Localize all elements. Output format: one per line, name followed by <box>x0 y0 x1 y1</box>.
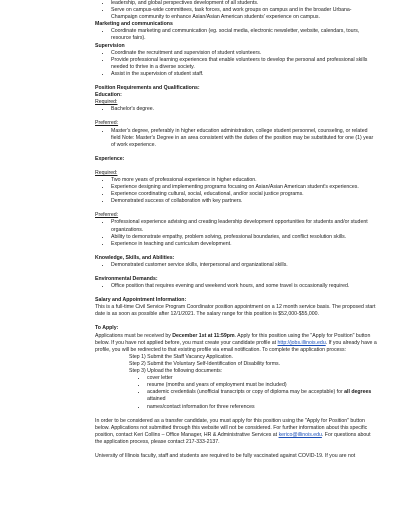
list-item: • Experience coordinating cultural, social, educational, and/or social justice programs. <box>111 191 377 198</box>
list-item: • Master's degree, preferably in higher education administration, college student personnel, counseling, or related field Note: Master's Degree in an area consistent with the duties of the position may be substituted for one (1) year of work experience. <box>111 128 377 149</box>
list-item: • academic credentials (unofficial transcripts or copy of diploma may be acceptable) for all degrees attained <box>147 389 377 403</box>
environment-list <box>95 283 377 290</box>
job-posting-document <box>95 0 377 460</box>
list-item: • Demonstrated customer service skills, interpersonal and organizational skills. <box>111 262 377 269</box>
apply-heading: To Apply: <box>95 325 119 332</box>
supervision-list <box>95 50 377 78</box>
apply-paragraph: Applications must be received by December 1st at 11:59pm. Apply for this position using the "Apply for Position" button below. If you have not applied before, you must create your candidate profile at http://jobs.illinois.edu. If you already have a profile, you will be redirected to that existing profile via email notification. To complete the application process: <box>95 332 377 353</box>
experience-preferred-list <box>95 219 377 247</box>
environment-heading: Environmental Demands: <box>95 276 158 282</box>
education-preferred-list <box>95 128 377 149</box>
list-item: • Assist in the supervision of student staff. <box>111 71 377 78</box>
vaccination-text: University of Illinois faculty, staff and students are required to be fully vaccinated against COVID-19. If you are not <box>95 452 356 459</box>
preferred-label: Preferred: <box>95 212 119 219</box>
ksa-list <box>95 262 377 269</box>
preferred-label: Preferred: <box>95 120 119 127</box>
list-item: • cover letter <box>147 375 377 382</box>
documents-list <box>147 375 377 410</box>
step-1: Step 1) Submit the Staff Vacancy Application. <box>129 353 233 360</box>
list-item: • Bachelor's degree. <box>111 106 377 113</box>
list-item: • leadership, and global perspectives development of all students. <box>111 0 377 7</box>
list-item: • Demonstrated success of collaboration with key partners. <box>111 198 377 205</box>
required-label: Required: <box>95 169 118 176</box>
deadline: December 1st at 11:59pm <box>172 332 235 339</box>
marketing-heading: Marketing and communications <box>95 21 173 28</box>
top-bullet-list <box>95 0 377 21</box>
jobs-link[interactable]: http://jobs.illinois.edu <box>277 339 326 346</box>
experience-required-list <box>95 177 377 205</box>
step-2: Step 2) Submit the Voluntary Self-Identification of Disability forms. <box>129 360 281 367</box>
salary-text: This is a full-time Civil Service Program Coordinator position appointment on a 12 month service basis. The proposed start date is as soon as possible after 12/1/2021. The salary range for this position is $52,000-$55,000. <box>95 304 376 318</box>
list-item: • Two more years of professional experience in higher education. <box>111 177 377 184</box>
list-item: • Experience in teaching and curriculum development. <box>111 241 377 248</box>
transfer-paragraph: In order to be considered as a transfer candidate, you must apply for this position using the "Apply for Position" button below. Applications not submitted through this website will not be considered. For further information about this specific position, contact Keri Collins – Office Manager, HR & Administrative Services at kerico@illinois.edu. For questions about the application process, please contact 217-333-2137. <box>95 417 371 445</box>
ksa-heading: Knowledge, Skills, and Abilities: <box>95 254 175 261</box>
email-link[interactable]: kerico@illinois.edu <box>278 431 322 438</box>
list-item: • names/contact information for three references <box>147 404 377 411</box>
list-item: • Provide professional learning experiences that enable volunteers to develop the personal and professional skills needed to thrive in a diverse society. <box>111 57 377 71</box>
education-required-list <box>95 106 377 113</box>
list-item: • Coordinate marketing and communication (eg. social media, electronic newsletter, website, calendars, tours, resource fairs). <box>111 28 377 42</box>
step-3: Step 3) Upload the following documents: <box>129 368 223 375</box>
list-item: • Experience designing and implementing programs focusing on Asian/Asian American student's experiences. <box>111 184 377 191</box>
experience-heading: Experience: <box>95 155 125 162</box>
salary-heading: Salary and Appointment Information: <box>95 297 187 304</box>
supervision-heading: Supervision <box>95 42 125 49</box>
required-label: Required: <box>95 99 118 106</box>
list-item: • Serve on campus-wide committees, task forces, and work groups on campus and in the broader Urbana-Champaign community to enhance Asian/Asian American students' experience on campus. <box>111 7 377 21</box>
education-heading: Education: <box>95 92 122 99</box>
requirements-heading: Position Requirements and Qualifications: <box>95 85 200 92</box>
list-item: • Office position that requires evening and weekend work hours, and some travel is occasionally required. <box>111 283 377 290</box>
list-item: • Professional experience advising and creating leadership development opportunities for students and/or student organizations. <box>111 219 377 233</box>
list-item: • Coordinate the recruitment and supervision of student volunteers. <box>111 50 377 57</box>
list-item: • Ability to demonstrate empathy, problem solving, professional boundaries, and conflict resolution skills. <box>111 234 377 241</box>
marketing-list <box>95 28 377 42</box>
list-item: • resume (months and years of employment must be included) <box>147 382 377 389</box>
